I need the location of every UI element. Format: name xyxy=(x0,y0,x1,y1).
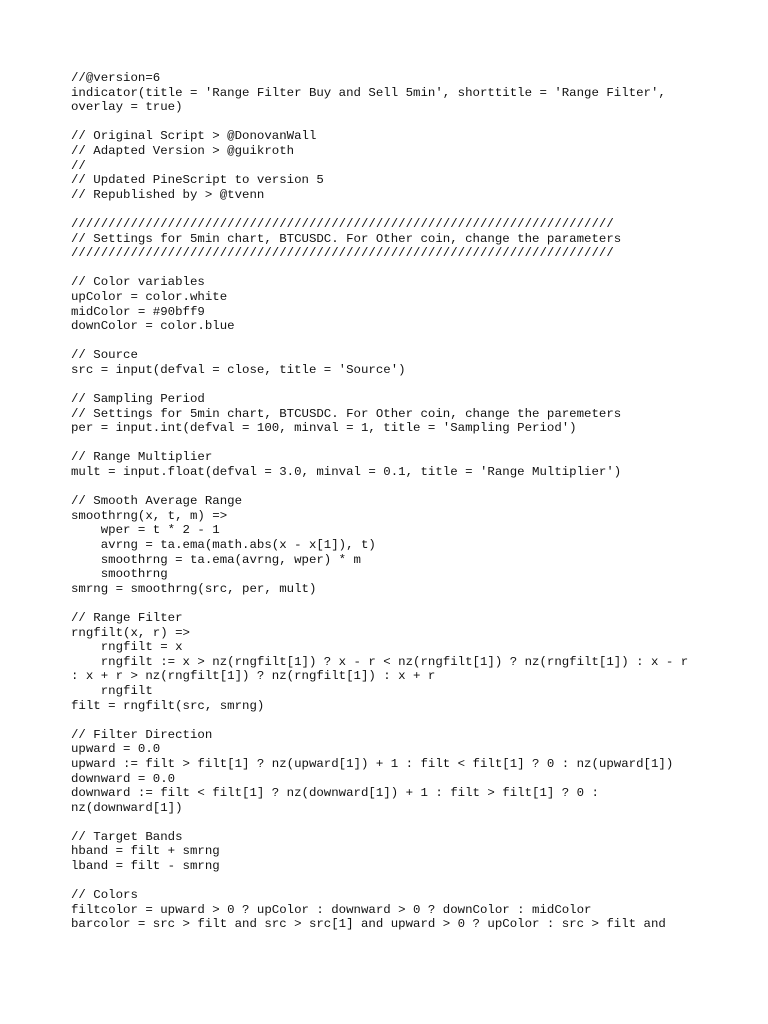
code-line xyxy=(71,713,751,728)
code-line: // Adapted Version > @guikroth xyxy=(71,143,295,158)
code-line: smoothrng = ta.ema(avrng, wper) * m xyxy=(71,552,361,567)
code-line xyxy=(71,377,751,392)
code-line: // Sampling Period xyxy=(71,392,205,407)
code-line: // Range Filter xyxy=(71,610,183,625)
code-line: // Filter Direction xyxy=(71,727,213,742)
code-line xyxy=(71,115,751,130)
code-line xyxy=(71,815,751,830)
code-line: // Settings for 5min chart, BTCUSDC. For Other coin, change the parameters xyxy=(71,231,622,246)
code-line xyxy=(71,480,751,495)
code-line: rngfilt := x > nz(rngfilt[1]) ? x - r < nz(rngfilt[1]) ? nz(rngfilt[1]) : x - r xyxy=(71,654,689,669)
code-line: wper = t * 2 - 1 xyxy=(71,523,220,538)
code-line: indicator(title = 'Range Filter Buy and Sell 5min', shorttitle = 'Range Filter', xyxy=(71,85,666,100)
code-line: upward := filt > filt[1] ? nz(upward[1]) + 1 : filt < filt[1] ? 0 : nz(upward[1]) xyxy=(71,756,674,771)
code-line: // Republished by > @tvenn xyxy=(71,187,265,202)
code-line xyxy=(71,202,751,217)
code-line: nz(downward[1]) xyxy=(71,800,183,815)
code-line xyxy=(71,436,751,451)
code-line: avrng = ta.ema(math.abs(x - x[1]), t) xyxy=(71,538,376,552)
code-line: upColor = color.white xyxy=(71,289,228,304)
code-line: // Original Script > @DonovanWall xyxy=(71,129,317,144)
code-line: ///////////////////////////////////////////////////////////////////////// xyxy=(71,216,614,231)
code-line: barcolor = src > filt and src > src[1] and upward > 0 ? upColor : src > filt and xyxy=(71,917,666,932)
code-line: rngfilt(x, r) => xyxy=(71,625,190,640)
code-line: midColor = #90bff9 xyxy=(71,304,205,319)
code-line xyxy=(71,596,751,611)
code-line: smrng = smoothrng(src, per, mult) xyxy=(71,581,317,596)
code-line: rngfilt xyxy=(71,683,153,698)
code-line: // Range Multiplier xyxy=(71,450,213,465)
code-line xyxy=(71,874,751,889)
code-line: // Target Bands xyxy=(71,829,183,844)
code-line: overlay = true) xyxy=(71,100,183,115)
code-line: downward := filt < filt[1] ? nz(downward[1]) + 1 : filt > filt[1] ? 0 : xyxy=(71,786,599,801)
code-line: // Settings for 5min chart, BTCUSDC. For Other coin, change the paremeters xyxy=(71,406,622,421)
code-line: src = input(defval = close, title = 'Source') xyxy=(71,362,406,377)
code-line: //@version=6 xyxy=(71,71,161,85)
code-line: ///////////////////////////////////////////////////////////////////////// xyxy=(71,246,614,261)
code-line: // Colors xyxy=(71,888,138,903)
code-line: hband = filt + smrng xyxy=(71,844,220,859)
code-line: // Smooth Average Range xyxy=(71,494,243,509)
code-line: mult = input.float(defval = 3.0, minval = 0.1, title = 'Range Multiplier') xyxy=(71,465,622,480)
code-line: downward = 0.0 xyxy=(71,771,176,786)
code-line xyxy=(71,334,751,349)
code-line: filt = rngfilt(src, smrng) xyxy=(71,698,265,713)
code-line: : x + r > nz(rngfilt[1]) ? nz(rngfilt[1]) : x + r xyxy=(71,669,436,684)
code-line: filtcolor = upward > 0 ? upColor : downward > 0 ? downColor : midColor xyxy=(71,902,592,917)
code-line: // Source xyxy=(71,348,138,363)
code-line: smoothrng xyxy=(71,567,168,582)
code-line: // xyxy=(71,158,86,173)
code-line: smoothrng(x, t, m) => xyxy=(71,508,228,523)
code-line: lband = filt - smrng xyxy=(71,859,220,874)
code-document xyxy=(71,71,751,932)
code-line: downColor = color.blue xyxy=(71,319,235,334)
code-line: rngfilt = x xyxy=(71,640,183,655)
code-line xyxy=(71,261,751,276)
code-line: // Color variables xyxy=(71,275,205,290)
code-line: // Updated PineScript to version 5 xyxy=(71,173,324,188)
code-line: per = input.int(defval = 100, minval = 1, title = 'Sampling Period') xyxy=(71,421,577,436)
code-line: upward = 0.0 xyxy=(71,742,161,757)
